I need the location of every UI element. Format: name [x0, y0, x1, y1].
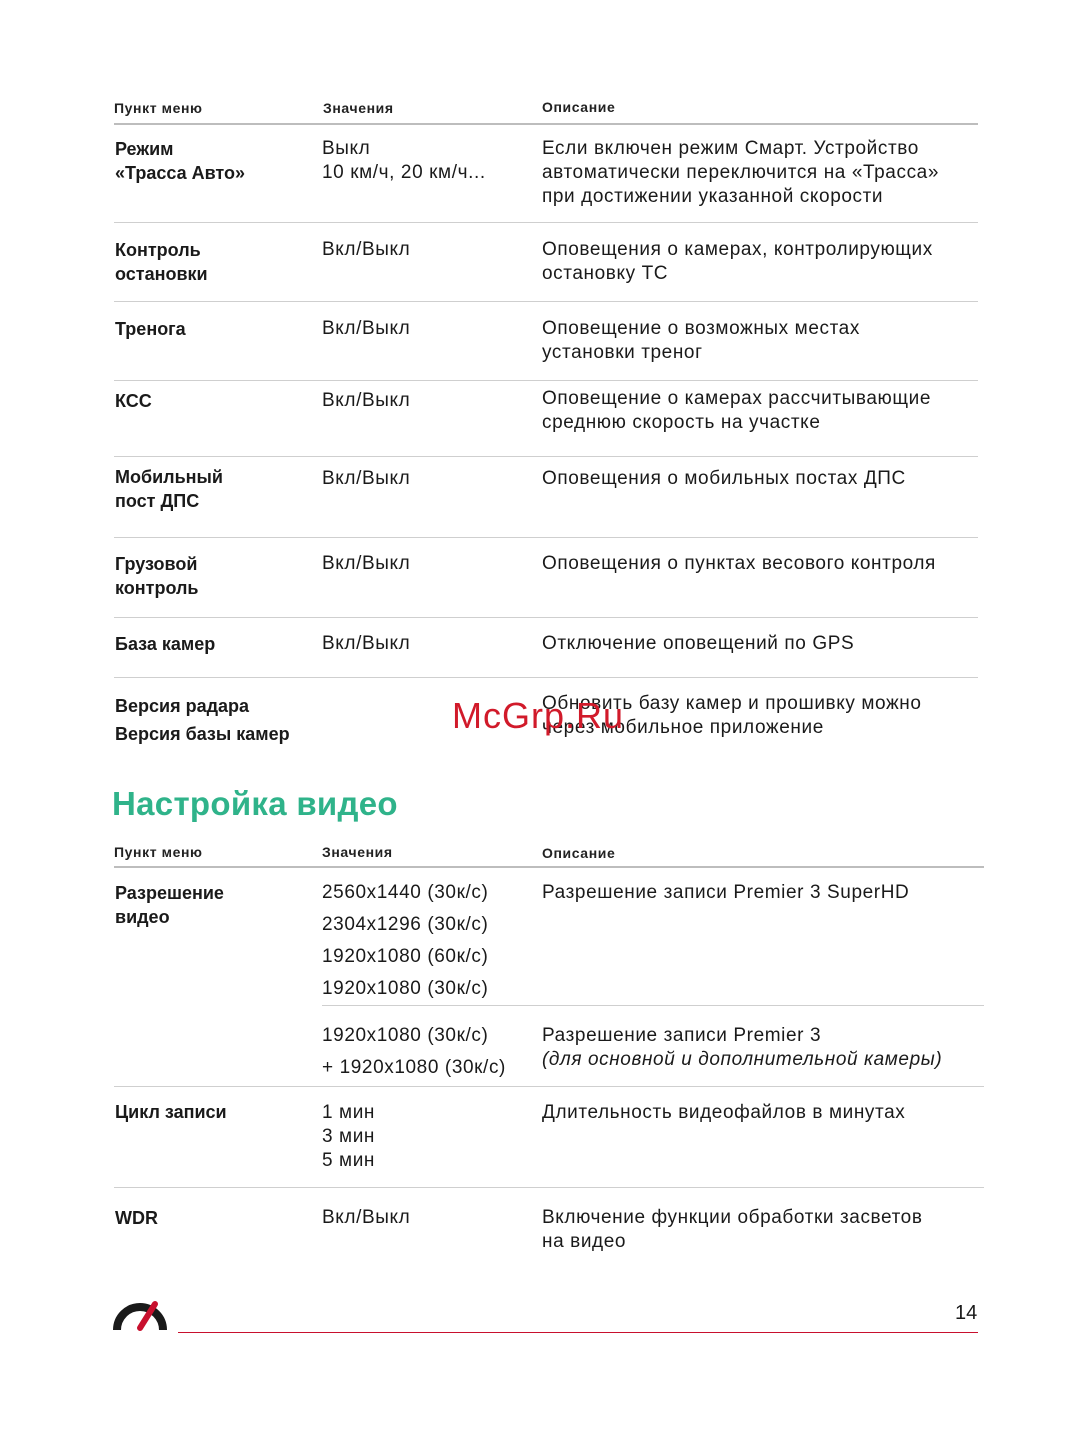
table1-row-desc: Обновить базу камер и прошивку можно через мобильное приложение	[542, 693, 922, 738]
table1-header-desc: Описание	[542, 99, 616, 115]
speedometer-logo-icon	[112, 1294, 168, 1334]
desc-note: (для основной и дополнительной камеры)	[542, 1049, 943, 1070]
table1-row-menu: База камер	[115, 634, 216, 654]
row-divider	[114, 537, 978, 538]
page-number: 14	[955, 1302, 978, 1324]
row-divider	[114, 222, 978, 223]
table1-row-desc: Отключение оповещений по GPS	[542, 633, 855, 654]
table2-row-values: Вкл/Выкл	[322, 1207, 411, 1228]
table1-row-values: Вкл/Выкл	[322, 633, 411, 654]
table1-header-menu: Пункт меню	[114, 100, 203, 116]
table2-row-menu: Цикл записи	[115, 1102, 227, 1122]
table2-row-desc: Разрешение записи Premier 3 (для основной и дополнительной камеры)	[542, 1025, 943, 1070]
table1-row-desc: Если включен режим Смарт. Устройство автоматически переключится на «Трасса» при достижении указанной скорости	[542, 138, 940, 207]
table1-row-menu: Мобильный пост ДПС	[115, 467, 223, 511]
table2-header-menu: Пункт меню	[114, 844, 203, 860]
table1-row-values: Вкл/Выкл	[322, 553, 411, 574]
table1-row-menu: Грузовой контроль	[115, 554, 199, 598]
footer-divider	[178, 1332, 978, 1333]
table1-row-values: Вкл/Выкл	[322, 390, 411, 411]
table2-row-menu: WDR	[115, 1208, 158, 1228]
section-title: Настройка видео	[112, 785, 398, 822]
table1-header-values: Значения	[323, 100, 394, 116]
table1-row-values: Вкл/Выкл	[322, 239, 411, 260]
table1-row-menu: Контроль остановки	[115, 240, 208, 284]
row-divider	[114, 1187, 984, 1188]
table2-header-values: Значения	[322, 844, 393, 860]
table1-row-menu: Режим «Трасса Авто»	[115, 139, 245, 183]
table1-row-values: Вкл/Выкл	[322, 468, 411, 489]
row-divider	[114, 380, 978, 381]
table1-row-desc: Оповещения о камерах, контролирующих остановку ТС	[542, 239, 933, 284]
table1-row-menu: Версия радара Версия базы камер	[115, 696, 290, 744]
table2-header-desc: Описание	[542, 845, 616, 861]
table1-row-menu: Тренога	[115, 319, 186, 339]
row-divider	[114, 456, 978, 457]
row-divider	[114, 677, 978, 678]
table2-header-divider	[114, 866, 984, 868]
row-divider	[114, 617, 978, 618]
table1-row-desc: Оповещение о возможных местах установки треног	[542, 318, 860, 363]
table1-row-values: Вкл/Выкл	[322, 318, 411, 339]
table2-row-values: 2560x1440 (30к/с) 2304x1296 (30к/с) 1920x1080 (60к/с) 1920x1080 (30к/с)	[322, 882, 489, 999]
table2-row-desc: Длительность видеофайлов в минутах	[542, 1102, 906, 1123]
table1-row-menu: КСС	[115, 391, 152, 411]
table1-row-desc: Оповещения о пунктах весового контроля	[542, 553, 936, 574]
table2-row-menu: Разрешение видео	[115, 883, 224, 927]
row-divider	[114, 1086, 984, 1087]
table2-row-desc: Разрешение записи Premier 3 SuperHD	[542, 882, 910, 903]
table2-row-values: 1 мин 3 мин 5 мин	[322, 1102, 376, 1171]
watermark-text: McGrp.Ru	[452, 695, 625, 736]
table2-row-desc: Включение функции обработки засветов на видео	[542, 1207, 923, 1252]
table2-row-values: 1920x1080 (30к/с) + 1920x1080 (30к/с)	[322, 1025, 506, 1078]
row-divider	[114, 301, 978, 302]
row-divider	[322, 1005, 984, 1006]
table1-header-divider	[114, 123, 978, 125]
table1-row-values: Выкл 10 км/ч, 20 км/ч...	[322, 138, 486, 183]
table1-row-desc: Оповещения о мобильных постах ДПС	[542, 468, 906, 489]
table1-row-desc: Оповещение о камерах рассчитывающие среднюю скорость на участке	[542, 388, 932, 433]
